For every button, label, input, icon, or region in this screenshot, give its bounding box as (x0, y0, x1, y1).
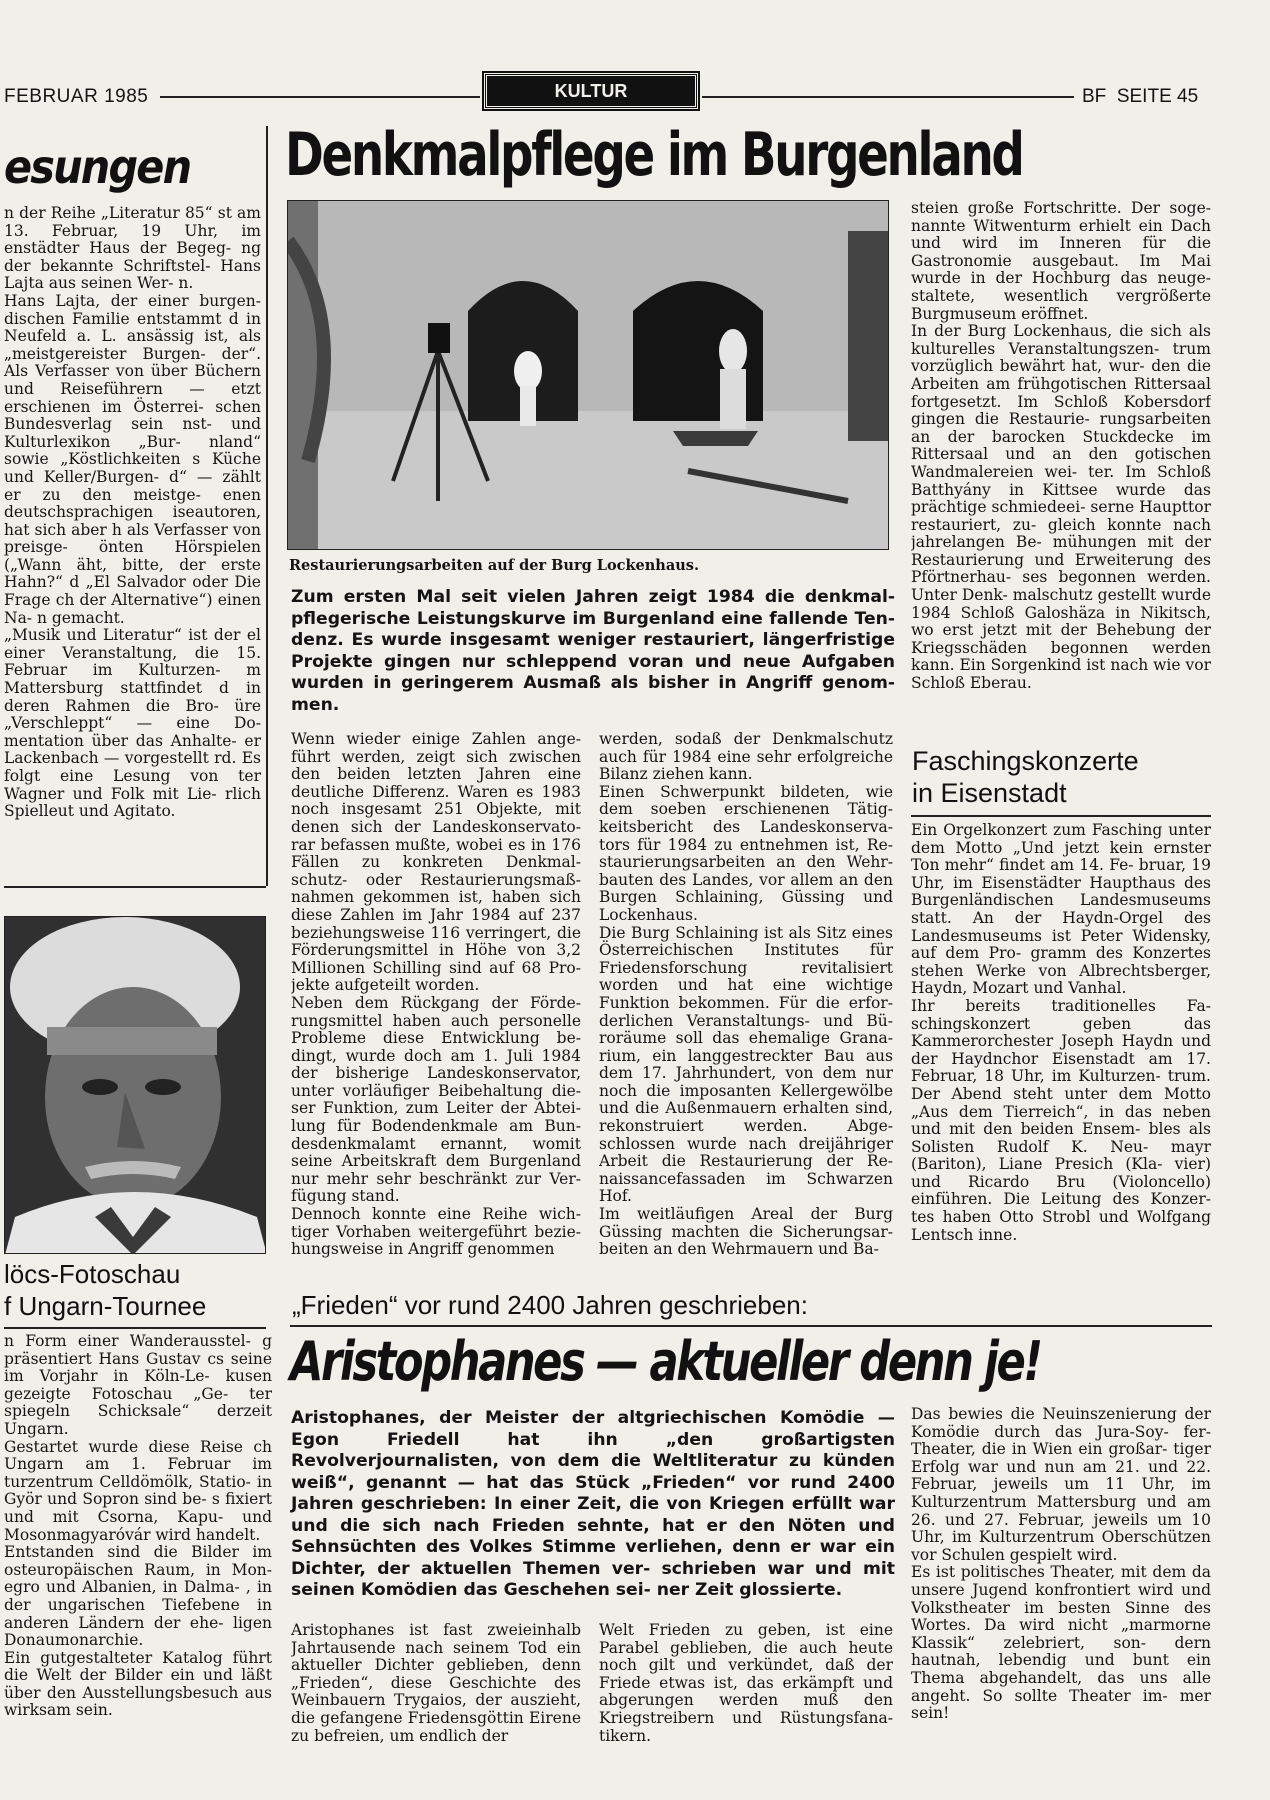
left-article1-headline: esungen (4, 140, 191, 194)
left-article1-paragraph: Hans Lajta, der einer burgen- dischen Familie entstammt d in Neufeld a. L. ansässig ist, als „meistgereister Burgen- der“. Als Verfasser von über Büchern und Reiseführern — etzt erschienen im Österrei- schen Bundesverlag sein nst- und Kulturlexikon „Bur- nland“ sowie „Köstlichkeiten s Küche und Keller/Burgen- d“ — zählt er zu den meistge- enen deutschsprachigen iseautoren, hat sich aber h als Verfasser von preisge- önten Hörspielen („Wann äht, bitte, der erste Hahn?“ d „El Salvador oder Die Frage ch der Alternative“) einen Na- n gemacht. (4, 291, 261, 627)
aristophanes-col1 (291, 1622, 581, 1762)
header-rule-left (160, 96, 480, 98)
main-col3-paragraph: steien große Fortschritte. Der soge- nannte Witwenturm erhielt ein Dach und wird im Inneren für die Gastronomie ausgebaut. Im Mai wurde in der Hochburg das neuge- staltete, wesentlich vergrößerte Burgmuseum eröffnet. (911, 200, 1211, 323)
left-article1-paragraph: n der Reihe „Literatur 85“ st am 13. Februar, 19 Uhr, im enstädter Haus der Begeg- ng der bekannte Schriftstel- Hans Lajta aus seinen Wer- n. (4, 205, 261, 293)
main-article-lead: Zum ersten Mal seit vielen Jahren zeigt 1984 die denkmal- pflegerische Leistungskurve im Burgenland eine fallende Ten- denz. Es wurde insgesamt weniger restauriert, längerfristige Projekte gingen nur schleppend voran und neue Aufgaben wurden in geringerem Ausmaß als bisher in Angriff genom- men. (291, 587, 895, 715)
aristophanes-col1-paragraph: Aristophanes ist fast zweieinhalb Jahrtausende nach seinem Tod ein aktueller Dichter geblieben, denn „Frieden“, diese Geschichte des Weinbauern Trygaios, der auszieht, die gefangene Friedensgöttin Eirene zu befreien, um endlich der (291, 1622, 581, 1745)
aristophanes-kicker: „Frieden“ vor rund 2400 Jahren geschrieben: (292, 1290, 808, 1320)
main-article-col2 (599, 731, 893, 1271)
page-number: BF SEITE 45 (1082, 86, 1199, 107)
main-article-col1 (291, 731, 581, 1271)
section-label (484, 73, 698, 109)
aristophanes-col3-paragraph: Es ist politisches Theater, mit dem da unsere Jugend konfrontiert wird und Volkstheater im besten Sinne des Wortes. Da wird nicht „marmorne Klassik“ zelebriert, son- dern hautnah, lebendig und bunt ein Thema abgehandelt, das uns alle angeht. So sollte Theater im- mer sein! (911, 1563, 1211, 1723)
main-col3-paragraph: In der Burg Lockenhaus, die sich als kulturelles Veranstaltungszen- trum vorzüglich bewährt hat, wur- den die Arbeiten am frühgotischen Rittersaal fortgesetzt. Im Schloß Kobersdorf gingen die Restaurie- rungsarbeiten an der barocken Stuckdecke im Rittersaal und an den gotischen Wandmalereien wei- ter. Im Schloß Batthyány in Kittsee wurde das prächtige schmiedeei- serne Haupttor restauriert, zu- gleich konnte nach jahrelangen Be- mühungen mit der Restaurierung und Erweiterung des Pförtnerhau- ses begonnen werden. Unter Denk- malschutz gestellt wurde 1984 Schloß Galoshäza in Nikitsch, wo erst jetzt mit der Behebung der Kriegsschäden begonnen werden kann. Ein Sorgenkind ist nach wie vor Schloß Eberau. (911, 322, 1211, 693)
fasching-paragraph: Ein Orgelkonzert zum Fasching unter dem Motto „Und jetzt kein ernster Ton mehr“ findet am 14. Fe- bruar, 19 Uhr, im Eisenstädter Haupthaus des Burgenländischen Landesmuseums statt. An der Haydn-Orgel des Landesmuseums ist Peter Widensky, auf dem Pro- gramm des Konzertes stehen Werke von Albrechtsberger, Haydn, Mozart und Vanhal. (911, 822, 1211, 998)
main-article-col3 (911, 200, 1211, 720)
main-col1-paragraph: Neben dem Rückgang der Förde- rungsmittel haben auch personelle Probleme diese Entwicklung be- dingt, wurde doch am 1. Juli 1984 der bisherige Landeskonservator, unter vorläufiger Beibehaltung die- ser Funktion, zum Leiter der Abtei- lung für Bodendenkmale am Bun- desdenkmalamt ernannt, womit seine Arbeitskraft dem Burgenland nur mehr sehr beschränkt zur Ver- fügung stand. (291, 993, 581, 1206)
main-col2-paragraph: Einen Schwerpunkt bildeten, wie dem soeben erschienenen Tätig- keitsbericht des Landeskonserva- tors für 1984 zu entnehmen ist, Re- staurierungsarbeiten an den Wehr- bauten des Landes, vor allem an den Burgen Schlaining, Güssing und Lockenhaus. (599, 782, 893, 924)
left-article2-paragraph: Entstanden sind die Bilder im osteuropäischen Raum, in Mon- egro und Albanien, in Dalma- , in der ungarischen Tiefebene in anderen Ländern der ehe- ligen Donaumonarchie. (4, 1543, 272, 1650)
left-article1-bottom-rule (4, 886, 266, 888)
left-article2-paragraph: Gestartet wurde diese Reise ch Ungarn am 1. Februar im turzentrum Celldömölk, Statio- in Györ und Sopron sind be- s fixiert und mit Csorna, Kapu- und Mosonmagyaróvár wird handelt. (4, 1437, 272, 1544)
fasching-paragraph: Ihr bereits traditionelles Fa- schingskonzert geben das Kammerorchester Joseph Haydn und der Haydnchor Eisenstadt am 17. Februar, 18 Uhr, im Kulturzen- trum. Der Abend steht unter dem Motto „Aus dem Tierreich“, in das neben und mit den beiden Ensem- bles als Solisten Rudolf K. Neu- mayr (Bariton), Liane Presich (Kla- vier) und Ricardo Bru (Violoncello) einführen. Die Leitung des Konzer- tes haben Otto Strobl und Wolfgang Lentsch inne. (911, 996, 1211, 1244)
section-label-text: KULTUR (554, 81, 628, 101)
left-article2-headline-line2: f Ungarn-Tournee (4, 1291, 207, 1321)
column-divider-left (266, 126, 268, 886)
left-article1-paragraph: „Musik und Literatur“ ist der el einer Veranstaltung, die 15. Februar im Kulturzen- m Mattersburg stattfindet d in deren Rahmen die Bro- üre „Verschleppt“ — eine Do- mentation über das Anhalte- er Lackenbach — vorgestellt rd. Es folgt eine Lesung von ter Wagner und Folk mit Lie- rlich Spielleut und Agitato. (4, 626, 261, 821)
main-col2-paragraph: Im weitläufigen Areal der Burg Güssing machten die Sicherungsar- beiten an den Wehrmauern und Ba- (599, 1205, 893, 1259)
aristophanes-col3 (911, 1406, 1211, 1786)
header-date: FEBRUAR 1985 (4, 86, 149, 107)
fasching-rule (911, 815, 1211, 817)
aristophanes-rule (290, 1325, 1212, 1327)
main-col2-paragraph: Die Burg Schlaining ist als Sitz eines Österreichischen Institutes für Friedensforschung revitalisiert worden und hat eine wichtige Funktion bekommen. Für die erfor- derlichen Veranstaltungs- und Bü- roräume soll das ehemalige Grana- rium, ein langgestreckter Bau aus dem 17. Jahrhundert, von dem nur noch die imposanten Kellergewölbe und die Außenmauern erhalten sind, rekonstruiert werden. Abge- schlossen wurde nach dreijähriger Arbeit die Restaurierung der Re- naissancefassaden im Schwarzen Hof. (599, 923, 893, 1206)
aristophanes-lead: Aristophanes, der Meister der altgriechischen Komödie — Egon Friedell hat ihn „den großartigsten Revolverjournalisten, von dem die Weltliteratur zu künden weiß“, genannt — hat das Stück „Frieden“ vor rund 2400 Jahren geschrieben: In einer Zeit, die von Kriegen erfüllt war und die sich nach Frieden sehnte, hat er den Nöten und Sehnsüchten des Volkes Stimme verliehen, denn er war ein Dichter, der aktuellen Themen ver- schrieben war und mit seinen Komödien das Geschehen sei- ner Zeit glossierte. (291, 1408, 895, 1600)
aristophanes-col2-paragraph: Welt Frieden zu geben, ist eine Parabel geblieben, die auch heute noch gilt und verkündet, daß der Friede etwas ist, das erkämpft und abgerungen werden muß den Kriegstreibern und Rüstungsfana- tikern. (599, 1622, 893, 1745)
left-article2-body (4, 1333, 272, 1758)
left-article1-body (4, 205, 261, 885)
fasching-headline-line2: in Eisenstadt (912, 778, 1067, 808)
castle-restoration-image (288, 201, 889, 550)
header-rule-right (702, 96, 1074, 98)
aristophanes-headline: Aristophanes — aktueller denn je! (290, 1330, 1041, 1393)
main-col1-paragraph: Dennoch konnte eine Reihe wich- tiger Vorhaben weitergeführt bezie- hungsweise in Angriff genommen (291, 1205, 581, 1259)
main-article-photo (287, 200, 889, 550)
aristophanes-col2 (599, 1622, 893, 1782)
portrait-image (5, 917, 266, 1254)
main-col2-paragraph: werden, sodaß der Denkmalschutz auch für 1984 eine sehr erfolgreiche Bilanz ziehen kann. (599, 731, 893, 784)
left-article2-paragraph: Ein gutgestalteter Katalog führt die Welt der Bilder ein und läßt über den Ausstellungsbesuch aus wirksam sein. (4, 1648, 272, 1720)
aristophanes-col3-paragraph: Das bewies die Neuinszenierung der Komödie durch das Jura-Soy- fer-Theater, die in Wien ein großar- tiger Erfolg war und nun am 21. und 22. Februar, jeweils um 11 Uhr, im Kulturzentrum Mattersburg und am 26. und 27. Februar, jeweils um 10 Uhr, im Kulturzentrum Oberschützen vor Schulen gespielt wird. (911, 1406, 1211, 1564)
photo-caption: Restaurierungsarbeiten auf der Burg Lockenhaus. (289, 557, 699, 574)
left-article2-rule (4, 1327, 266, 1329)
left-article2-paragraph: n Form einer Wanderausstel- g präsentiert Hans Gustav cs seine im Vorjahr in Köln-Le- kusen gezeigte Fotoschau „Ge- ter spiegeln Schicksale“ derzeit Ungarn. (4, 1333, 272, 1438)
fasching-body (911, 822, 1211, 1272)
portrait-photo (4, 916, 266, 1254)
main-article-headline: Denkmalpflege im Burgenland (285, 120, 1023, 190)
main-col1-paragraph: Wenn wieder einige Zahlen ange- führt werden, zeigt sich zwischen den beiden letzten Jahren eine deutliche Differenz. Waren es 1983 noch insgesamt 251 Objekte, mit denen sich der Landeskonservato- rar befassen mußte, wobei es in 176 Fällen zu konkreten Denkmal- schutz- oder Restaurierungsmaß- nahmen gekommen ist, haben sich diese Zahlen im Jahr 1984 auf 237 beziehungsweise 116 verringert, die Förderungsmittel in Höhe von 3,2 Millionen Schilling sind auf 68 Pro- jekte aufgeteilt worden. (291, 731, 581, 995)
left-article2-headline-line1: löcs-Fotoschau (4, 1259, 181, 1289)
fasching-headline-line1: Faschingskonzerte (912, 746, 1139, 776)
